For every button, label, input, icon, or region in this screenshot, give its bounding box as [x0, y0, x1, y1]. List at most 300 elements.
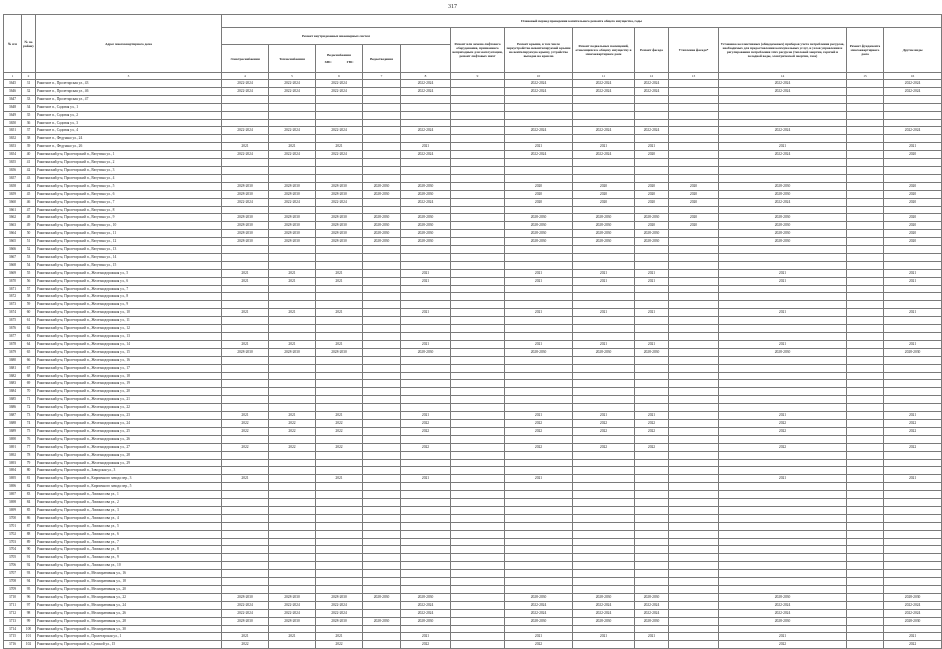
row-year-cell: 2028-2030 [401, 222, 451, 230]
row-year-cell [363, 404, 401, 412]
row-year-cell [669, 562, 719, 570]
table-row [4, 293, 942, 301]
row-year-cell: 2021 [884, 340, 942, 348]
row-year-cell [635, 246, 669, 254]
row-year-cell [573, 333, 635, 341]
row-year-cell [269, 174, 316, 182]
row-year-cell [316, 435, 363, 443]
row-number: 3658 [4, 182, 22, 190]
row-year-cell [269, 538, 316, 546]
row-year-cell: 2021 [222, 475, 269, 483]
row-year-cell [884, 372, 942, 380]
table-row [4, 586, 942, 594]
row-year-cell: 2022-2024 [269, 80, 316, 88]
row-year-cell: 2021 [222, 277, 269, 285]
row-year-cell [363, 459, 401, 467]
row-year-cell: 2022-2024 [401, 127, 451, 135]
row-year-cell [505, 396, 573, 404]
row-year-cell [222, 253, 269, 261]
row-district-number: 45 [22, 190, 36, 198]
row-year-cell [269, 506, 316, 514]
row-district-number: 33 [22, 95, 36, 103]
capital-repair-table [3, 14, 942, 649]
row-year-cell [635, 396, 669, 404]
row-year-cell: 2022-2024 [719, 151, 847, 159]
row-year-cell [401, 261, 451, 269]
row-year-cell: 2028-2030 [363, 190, 401, 198]
row-year-cell: 2020 [669, 198, 719, 206]
row-number: 3665 [4, 238, 22, 246]
row-year-cell [222, 459, 269, 467]
row-year-cell: 2022 [505, 427, 573, 435]
row-year-cell [635, 293, 669, 301]
column-index-cell: 3 [36, 73, 222, 80]
row-district-number: 81 [22, 475, 36, 483]
row-year-cell [573, 578, 635, 586]
row-address: Ракитянский р-н, Пролетарский п., Пролетарская ул., 1 [36, 633, 222, 641]
row-year-cell [847, 214, 884, 222]
row-year-cell [401, 396, 451, 404]
row-year-cell [884, 253, 942, 261]
row-year-cell: 2022-2024 [269, 87, 316, 95]
row-year-cell [451, 222, 505, 230]
row-year-cell [573, 135, 635, 143]
row-year-cell [884, 261, 942, 269]
row-year-cell [669, 538, 719, 546]
row-year-cell [573, 261, 635, 269]
row-year-cell [847, 522, 884, 530]
row-address: Ракитянский р-н, Пролетарский п., Железнодорожная ул., 23 [36, 412, 222, 420]
row-year-cell [451, 404, 505, 412]
row-year-cell [719, 317, 847, 325]
row-year-cell [451, 388, 505, 396]
row-year-cell: 2028-2030 [719, 593, 847, 601]
row-year-cell [401, 578, 451, 586]
header-drainage: Водоотведения [363, 45, 401, 73]
row-number: 3689 [4, 427, 22, 435]
table-row [4, 166, 942, 174]
row-year-cell: 2022-2024 [505, 127, 573, 135]
row-number: 3645 [4, 80, 22, 88]
row-year-cell [847, 641, 884, 649]
row-year-cell [451, 293, 505, 301]
row-district-number: 37 [22, 127, 36, 135]
row-year-cell [505, 586, 573, 594]
row-year-cell [847, 372, 884, 380]
row-year-cell: 2022-2024 [505, 151, 573, 159]
row-year-cell [573, 285, 635, 293]
row-year-cell: 2022 [884, 641, 942, 649]
row-number: 3714 [4, 625, 22, 633]
row-address: Ракитянский р-н, Пролетарский п., Ломоносова ул., 7 [36, 538, 222, 546]
row-year-cell: 2020 [884, 230, 942, 238]
row-year-cell: 2028-2030 [222, 182, 269, 190]
row-year-cell [669, 506, 719, 514]
row-year-cell [505, 119, 573, 127]
row-address: Ракитянский р-н, Пролетарский п., Железнодорожная ул., 18 [36, 372, 222, 380]
table-row [4, 380, 942, 388]
row-year-cell [669, 356, 719, 364]
row-year-cell [363, 309, 401, 317]
row-year-cell [222, 546, 269, 554]
row-year-cell [884, 562, 942, 570]
row-year-cell [505, 261, 573, 269]
row-number: 3693 [4, 459, 22, 467]
row-year-cell [573, 206, 635, 214]
row-year-cell [451, 586, 505, 594]
row-year-cell [222, 435, 269, 443]
row-year-cell [363, 135, 401, 143]
row-year-cell [401, 467, 451, 475]
row-year-cell: 2021 [401, 340, 451, 348]
row-year-cell [669, 514, 719, 522]
row-year-cell [719, 435, 847, 443]
row-year-cell [316, 459, 363, 467]
table-row [4, 459, 942, 467]
row-district-number: 32 [22, 87, 36, 95]
row-year-cell [363, 269, 401, 277]
row-year-cell [669, 348, 719, 356]
row-year-cell [573, 380, 635, 388]
row-year-cell: 2022 [401, 427, 451, 435]
table-row [4, 601, 942, 609]
row-year-cell [719, 356, 847, 364]
column-index-cell: 1 [4, 73, 22, 80]
row-year-cell [847, 554, 884, 562]
row-year-cell: 2021 [316, 309, 363, 317]
row-year-cell [884, 570, 942, 578]
row-year-cell [451, 143, 505, 151]
row-year-cell [505, 451, 573, 459]
row-year-cell [573, 253, 635, 261]
row-address: Ракитянский р-н, Пролетарский п., Ватутина ул., 8 [36, 206, 222, 214]
row-year-cell [669, 459, 719, 467]
row-year-cell [884, 356, 942, 364]
row-year-cell: 2028-2030 [884, 348, 942, 356]
row-year-cell [669, 95, 719, 103]
row-year-cell [669, 570, 719, 578]
row-year-cell [451, 570, 505, 578]
row-address: Ракитянский р-н, Пролетарский п., Железнодорожная ул., 10 [36, 309, 222, 317]
row-year-cell: 2021 [222, 340, 269, 348]
row-year-cell: 2028-2030 [719, 182, 847, 190]
row-number: 3697 [4, 491, 22, 499]
row-year-cell [719, 388, 847, 396]
row-year-cell: 2028-2030 [269, 230, 316, 238]
row-year-cell: 2022-2024 [719, 80, 847, 88]
row-year-cell [269, 388, 316, 396]
table-row [4, 593, 942, 601]
row-year-cell [222, 261, 269, 269]
row-year-cell [363, 546, 401, 554]
row-year-cell [316, 333, 363, 341]
row-year-cell: 2022-2024 [222, 601, 269, 609]
row-district-number: 73 [22, 412, 36, 420]
row-year-cell: 2020 [884, 151, 942, 159]
row-year-cell [635, 135, 669, 143]
row-year-cell [884, 483, 942, 491]
table-row [4, 253, 942, 261]
row-year-cell [669, 578, 719, 586]
row-year-cell [222, 499, 269, 507]
row-year-cell [269, 396, 316, 404]
row-year-cell [635, 578, 669, 586]
row-year-cell [222, 586, 269, 594]
row-year-cell [884, 404, 942, 412]
row-year-cell [316, 562, 363, 570]
row-year-cell [451, 451, 505, 459]
row-number: 3713 [4, 617, 22, 625]
row-year-cell [847, 277, 884, 285]
row-year-cell: 2028-2030 [635, 214, 669, 222]
row-year-cell: 2028-2030 [719, 348, 847, 356]
row-year-cell: 2021 [719, 340, 847, 348]
row-year-cell [316, 451, 363, 459]
row-year-cell: 2021 [719, 143, 847, 151]
row-district-number: 50 [22, 230, 36, 238]
row-year-cell: 2022 [316, 641, 363, 649]
row-year-cell [884, 506, 942, 514]
row-year-cell [635, 261, 669, 269]
row-year-cell [635, 514, 669, 522]
row-year-cell [573, 301, 635, 309]
row-year-cell: 2021 [269, 412, 316, 420]
row-number: 3703 [4, 538, 22, 546]
row-year-cell [884, 246, 942, 254]
row-year-cell [635, 459, 669, 467]
table-row [4, 372, 942, 380]
row-year-cell [884, 293, 942, 301]
header-other: Другие виды [884, 28, 942, 73]
row-number: 3666 [4, 246, 22, 254]
row-year-cell [669, 641, 719, 649]
row-address: Ракитянский р-н, Пролетарский п., Ломоносова ул., 4 [36, 514, 222, 522]
row-year-cell [363, 491, 401, 499]
row-year-cell [719, 404, 847, 412]
row-year-cell [669, 206, 719, 214]
row-year-cell [316, 95, 363, 103]
row-year-cell [401, 111, 451, 119]
row-year-cell [505, 467, 573, 475]
row-year-cell [847, 309, 884, 317]
row-number: 3709 [4, 586, 22, 594]
header-water: Водоснабжения [327, 53, 351, 57]
row-year-cell [363, 261, 401, 269]
row-year-cell [505, 459, 573, 467]
row-year-cell [269, 119, 316, 127]
row-address: Ракитное п., Садовая ул., 1 [36, 103, 222, 111]
row-year-cell [451, 443, 505, 451]
row-year-cell [401, 372, 451, 380]
row-address: Ракитянский р-н, Пролетарский п., Мелиоративная ул., 26 [36, 609, 222, 617]
row-year-cell: 2028-2030 [505, 348, 573, 356]
row-year-cell [401, 325, 451, 333]
row-year-cell [363, 293, 401, 301]
row-year-cell [669, 554, 719, 562]
table-row [4, 546, 942, 554]
row-district-number: 71 [22, 396, 36, 404]
row-year-cell [363, 538, 401, 546]
row-year-cell [451, 372, 505, 380]
row-year-cell [401, 483, 451, 491]
row-year-cell [316, 388, 363, 396]
row-number: 3654 [4, 151, 22, 159]
row-year-cell: 2028-2030 [719, 230, 847, 238]
row-year-cell: 2020 [635, 198, 669, 206]
row-year-cell [719, 103, 847, 111]
row-year-cell: 2022-2024 [269, 601, 316, 609]
row-year-cell [222, 578, 269, 586]
table-row [4, 570, 942, 578]
row-year-cell [505, 435, 573, 443]
row-year-cell: 2028-2030 [635, 348, 669, 356]
row-year-cell: 2021 [505, 412, 573, 420]
row-year-cell: 2022 [505, 641, 573, 649]
row-year-cell: 2022-2024 [269, 151, 316, 159]
row-year-cell [847, 625, 884, 633]
table-row [4, 159, 942, 167]
row-address: Ракитное п., Пролетарская ул., 46 [36, 87, 222, 95]
row-year-cell [719, 570, 847, 578]
row-district-number: 101 [22, 633, 36, 641]
row-year-cell [719, 506, 847, 514]
row-year-cell: 2028-2030 [573, 593, 635, 601]
row-year-cell [573, 95, 635, 103]
row-year-cell [451, 325, 505, 333]
row-year-cell [573, 388, 635, 396]
row-year-cell [847, 325, 884, 333]
row-year-cell [635, 103, 669, 111]
row-district-number: 52 [22, 246, 36, 254]
row-year-cell [363, 198, 401, 206]
row-number: 3650 [4, 119, 22, 127]
row-year-cell [505, 404, 573, 412]
row-year-cell [269, 285, 316, 293]
row-year-cell [316, 356, 363, 364]
row-year-cell: 2022-2024 [573, 609, 635, 617]
row-year-cell [222, 467, 269, 475]
row-year-cell: 2028-2030 [573, 617, 635, 625]
row-year-cell: 2020 [573, 190, 635, 198]
row-year-cell [635, 538, 669, 546]
column-index-cell: 2 [22, 73, 36, 80]
row-year-cell: 2021 [635, 309, 669, 317]
column-index-cell: 12 [635, 73, 669, 80]
row-year-cell [635, 119, 669, 127]
row-year-cell: 2021 [573, 340, 635, 348]
row-district-number: 74 [22, 419, 36, 427]
row-year-cell [669, 396, 719, 404]
row-district-number: 38 [22, 135, 36, 143]
row-year-cell [847, 166, 884, 174]
row-year-cell [451, 554, 505, 562]
row-year-cell [847, 538, 884, 546]
table-row [4, 151, 942, 159]
row-year-cell [316, 293, 363, 301]
row-year-cell [401, 451, 451, 459]
row-year-cell [222, 174, 269, 182]
row-year-cell: 2022-2024 [719, 87, 847, 95]
row-year-cell: 2022 [316, 419, 363, 427]
row-year-cell: 2028-2030 [635, 238, 669, 246]
row-number: 3705 [4, 554, 22, 562]
row-year-cell [635, 491, 669, 499]
row-year-cell: 2021 [884, 269, 942, 277]
row-year-cell [401, 404, 451, 412]
row-year-cell: 2022 [719, 443, 847, 451]
row-year-cell: 2020 [635, 190, 669, 198]
row-year-cell [884, 333, 942, 341]
row-year-cell [635, 356, 669, 364]
row-year-cell [451, 348, 505, 356]
row-year-cell [573, 554, 635, 562]
row-year-cell [222, 530, 269, 538]
row-year-cell [505, 159, 573, 167]
row-year-cell [222, 317, 269, 325]
row-year-cell [269, 586, 316, 594]
row-address: Ракитное п., Садовая ул., 3 [36, 119, 222, 127]
row-year-cell [847, 246, 884, 254]
row-year-cell [669, 80, 719, 88]
row-year-cell [719, 111, 847, 119]
row-year-cell: 2028-2030 [573, 222, 635, 230]
row-year-cell: 2021 [269, 269, 316, 277]
row-year-cell [401, 135, 451, 143]
header-electric: Электроснабжения [222, 45, 269, 73]
row-year-cell [222, 325, 269, 333]
row-year-cell: 2021 [505, 269, 573, 277]
header-foundation: Ремонт фундамента многоквартирного дома [847, 28, 884, 73]
column-index-cell: 9 [451, 73, 505, 80]
row-year-cell [269, 206, 316, 214]
row-year-cell [719, 135, 847, 143]
header-drainage-extra [401, 45, 451, 73]
row-year-cell [451, 80, 505, 88]
row-year-cell [269, 451, 316, 459]
row-number: 3678 [4, 340, 22, 348]
row-year-cell: 2022-2024 [269, 127, 316, 135]
row-year-cell [401, 435, 451, 443]
row-year-cell [505, 317, 573, 325]
row-year-cell: 2020 [669, 190, 719, 198]
row-year-cell [363, 348, 401, 356]
row-year-cell [719, 491, 847, 499]
row-year-cell [363, 388, 401, 396]
row-year-cell [884, 119, 942, 127]
row-district-number: 79 [22, 459, 36, 467]
row-year-cell [719, 246, 847, 254]
row-year-cell: 2020 [884, 182, 942, 190]
row-year-cell: 2028-2030 [269, 214, 316, 222]
row-year-cell [573, 372, 635, 380]
row-year-cell [573, 625, 635, 633]
row-district-number: 98 [22, 609, 36, 617]
row-year-cell [269, 522, 316, 530]
row-number: 3661 [4, 206, 22, 214]
row-year-cell [363, 435, 401, 443]
row-year-cell [451, 87, 505, 95]
row-year-cell: 2021 [269, 633, 316, 641]
row-year-cell [222, 364, 269, 372]
row-year-cell [573, 514, 635, 522]
table-row [4, 412, 942, 420]
row-year-cell: 2028-2030 [363, 593, 401, 601]
row-year-cell [573, 246, 635, 254]
row-year-cell [573, 562, 635, 570]
table-row [4, 522, 942, 530]
row-year-cell [847, 388, 884, 396]
row-year-cell [363, 151, 401, 159]
